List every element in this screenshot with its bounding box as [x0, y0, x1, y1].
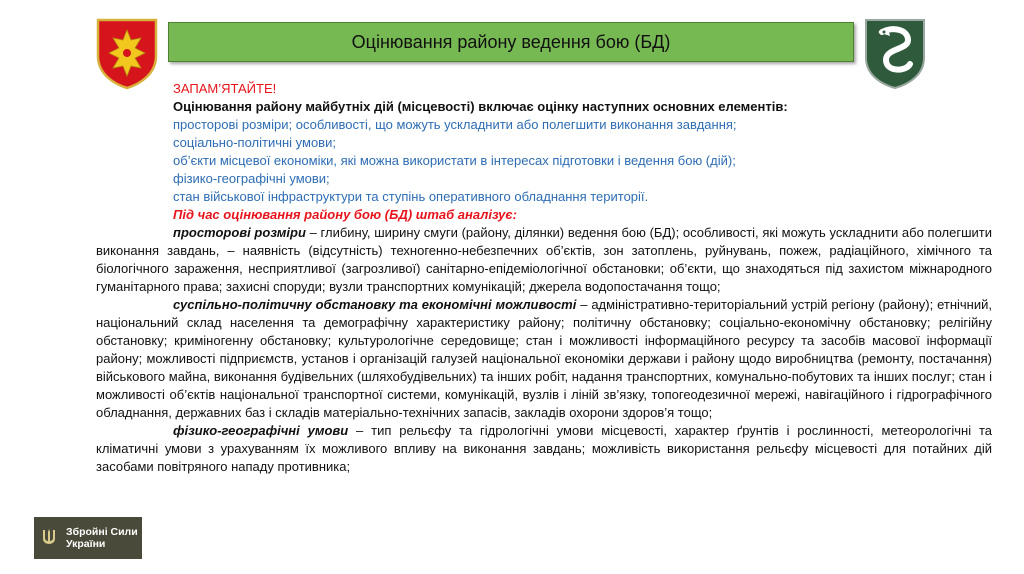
paragraph-social: [96, 296, 992, 422]
term-spatial: просторові розміри: [173, 225, 306, 240]
logo-line-1: Збройні Сили: [66, 526, 138, 538]
text-spatial: – глибину, ширину смуги (району, ділянки) ведення бою (БД); особливості, які можуть ускладнити або полегшити виконання завдань, – наявність (відсутність) техногенно-небезпечних об’єктів, зон затоплень, руйнувань, пожеж, радіаційного, хімічного та біологічного зараження, несприятливої (загрозливої) санітарно-епідеміологічної обстановки; об’єкти, що знаходяться під захистом міжнародного гуманітарного права; захисні споруди; вузли транспортних комунікацій; джерела водопостачання тощо;: [96, 225, 992, 294]
logo-line-2: України: [66, 538, 106, 550]
slide-title: Оцінювання району ведення бою (БД): [351, 31, 671, 52]
element-item: об’єкти місцевої економіки, які можна використати в інтересах підготовки і ведення бою (дій);: [173, 153, 736, 168]
element-item: просторові розміри; особливості, що можуть ускладнити або полегшити виконання завдання;: [173, 117, 737, 132]
intro-statement: Оцінювання району майбутніх дій (місцевості) включає оцінку наступних основних елементів:: [173, 99, 788, 114]
paragraph-physical: [96, 422, 992, 476]
slide-content: [96, 80, 992, 476]
element-item: стан військової інфраструктури та ступінь оперативного обладнання території.: [173, 189, 649, 204]
armed-forces-logo: [34, 517, 142, 559]
text-social: – адміністративно-територіальний устрій регіону (району); етнічний, національний склад населення та демографічну характеристику району; політичну обстановку; соціально-економічну обстановку; релігійну обстановку; криміногенну обстановку; культурологічне середовище; стан і можливості інформаційного ресурсу та засобів масової інформації району; можливості підприємств, установ і організацій галузей національної економіки держави і району щодо виробництва (ремонту, постачання) військового майна, виконання будівельних (шляхобудівельних) та інших робіт, надання транспортних, комунально-побутових та інших послуг; стан і можливості об’єктів національної транспортної системи, комунікацій, вузлів і ліній зв’язку, топогеодезичної мережі, навігаційного і гідрографічного обладнання, державних баз і складів матеріально-технічних запасів, закладів охорони здоров’я тощо;: [96, 297, 992, 420]
term-social: суспільно-політичну обстановку та економічні можливості: [173, 297, 577, 312]
text-physical: – тип рельєфу та гідрологічні умови місцевості, характер ґрунтів і рослинності, метеорологічні та кліматичні умови з урахуванням їх можливого впливу на виконання завдань; можливість використання рельєфу місцевості для потайних дій засобами повітряного нападу противника;: [96, 423, 992, 474]
element-item: соціально-політичні умови;: [173, 135, 336, 150]
trident-icon: [42, 528, 60, 549]
remember-label: ЗАПАМ’ЯТАЙТЕ!: [173, 81, 277, 96]
element-item: фізико-географічні умови;: [173, 171, 330, 186]
paragraph-spatial: [96, 224, 992, 296]
slide-title-bar: [168, 22, 854, 62]
staff-analysis-heading: Під час оцінювання району бою (БД) штаб аналізує:: [173, 207, 517, 222]
term-physical: фізико-географічні умови: [173, 423, 349, 438]
